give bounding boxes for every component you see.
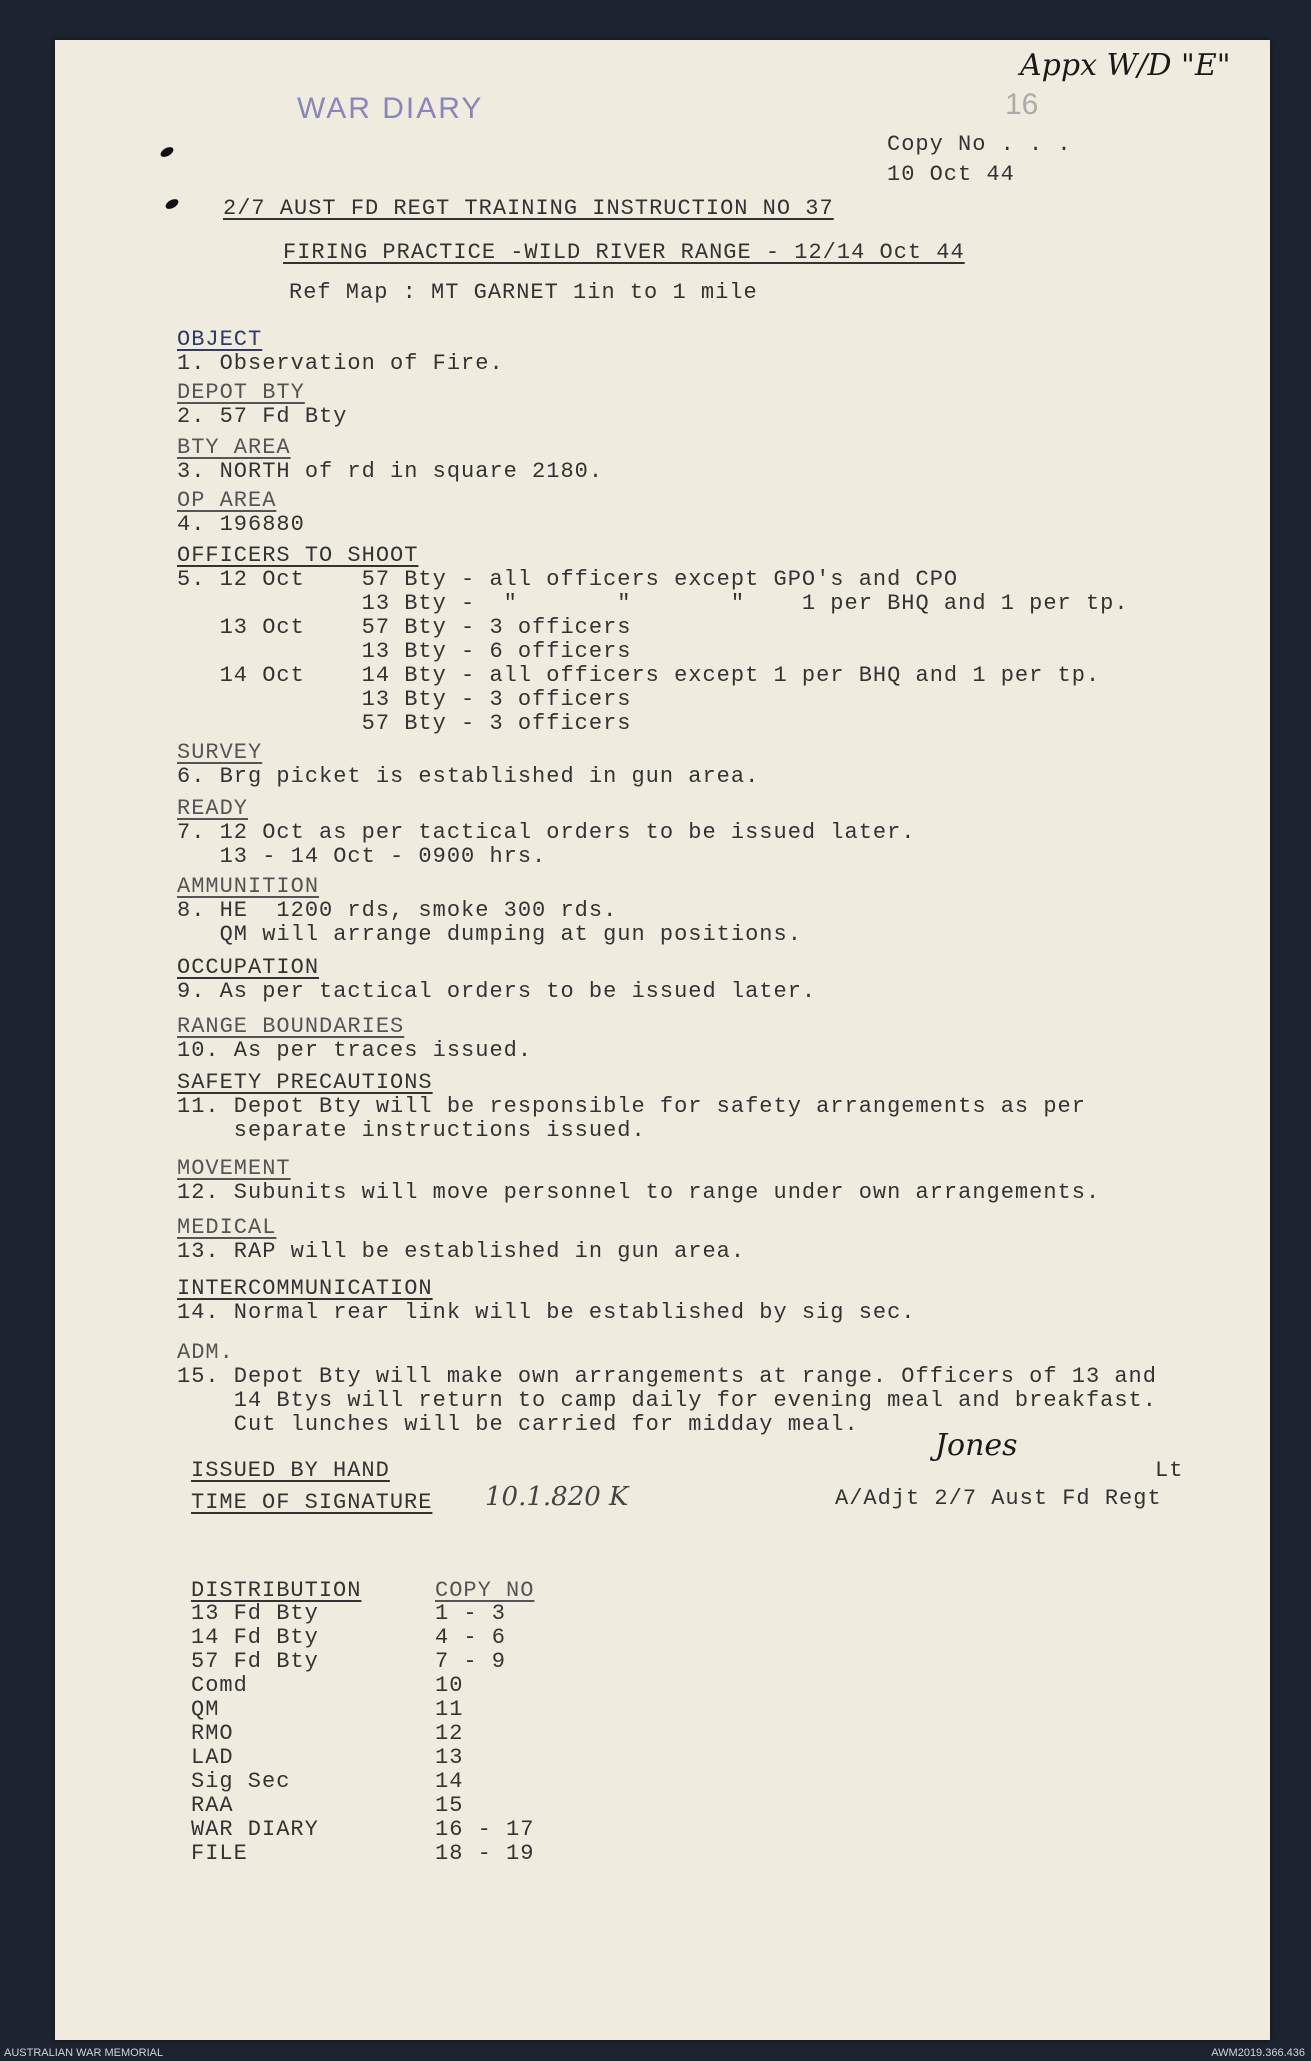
section-text-adm: 15. Depot Bty will make own arrangements at range. Officers of 13 and — [177, 1364, 1157, 1389]
war-diary-stamp: WAR DIARY — [297, 92, 484, 125]
section-heading-op-area: OP AREA — [177, 488, 277, 513]
distribution-copies — [435, 1602, 534, 1866]
page-number: 16 — [1005, 88, 1039, 121]
copy-number: Copy No . . . — [887, 132, 1072, 157]
distribution-unit: QM — [191, 1697, 220, 1722]
section-heading-medical: MEDICAL — [177, 1215, 277, 1240]
distribution-copy: 16 - 17 — [435, 1817, 535, 1842]
distribution-copy: 18 - 19 — [435, 1841, 535, 1866]
section-heading-adm: ADM. — [177, 1340, 234, 1365]
distribution-unit: 14 Fd Bty — [191, 1625, 319, 1650]
distribution-unit: RAA — [191, 1793, 234, 1818]
section-text-ammunition: 8. HE 1200 rds, smoke 300 rds. — [177, 898, 618, 923]
section-text-survey: 6. Brg picket is established in gun area. — [177, 764, 760, 789]
section-text-movement: 12. Subunits will move personnel to range under own arrangements. — [177, 1180, 1101, 1205]
section-heading-bty-area: BTY AREA — [177, 435, 291, 460]
document-subtitle: FIRING PRACTICE -WILD RIVER RANGE - 12/14 Oct 44 — [283, 240, 965, 265]
section-heading-movement: MOVEMENT — [177, 1156, 291, 1181]
officers-line: 13 Bty - 3 officers — [177, 687, 632, 712]
section-heading-ready: READY — [177, 796, 249, 821]
section-heading-occupation: OCCUPATION — [177, 955, 320, 980]
section-text-range-boundaries: 10. As per traces issued. — [177, 1038, 533, 1063]
section-text-safety: 11. Depot Bty will be responsible for safety arrangements as per — [177, 1094, 1086, 1119]
signature-rank: Lt — [1155, 1458, 1184, 1483]
reference-map: Ref Map : MT GARNET 1in to 1 mile — [289, 280, 758, 305]
section-heading-intercommunication: INTERCOMMUNICATION — [177, 1276, 433, 1301]
distribution-unit: RMO — [191, 1721, 234, 1746]
distribution-unit: Sig Sec — [191, 1769, 291, 1794]
section-heading-safety: SAFETY PRECAUTIONS — [177, 1070, 433, 1095]
officers-line: 13 Bty - 6 officers — [177, 639, 632, 664]
signatory: A/Adjt 2/7 Aust Fd Regt — [835, 1486, 1162, 1511]
section-heading-survey: SURVEY — [177, 740, 263, 765]
distribution-copy: 4 - 6 — [435, 1625, 507, 1650]
officers-line: 14 Oct 14 Bty - all officers except 1 per BHQ and 1 per tp. — [177, 663, 1101, 688]
distribution-unit: FILE — [191, 1841, 248, 1866]
section-heading-range-boundaries: RANGE BOUNDARIES — [177, 1014, 405, 1039]
distribution-unit: 13 Fd Bty — [191, 1601, 319, 1626]
time-of-signature-value: 10.1.820 K — [485, 1482, 629, 1512]
section-text-ammunition: QM will arrange dumping at gun positions. — [177, 922, 802, 947]
document-page — [55, 40, 1270, 2040]
document-date: 10 Oct 44 — [887, 162, 1015, 187]
document-title: 2/7 AUST FD REGT TRAINING INSTRUCTION NO 37 — [223, 196, 834, 221]
punch-mark — [164, 197, 180, 211]
officers-line: 57 Bty - 3 officers — [177, 711, 632, 736]
section-text-ready: 13 - 14 Oct - 0900 hrs. — [177, 844, 547, 869]
distribution-copy: 12 — [435, 1721, 464, 1746]
footer-institution: AUSTRALIAN WAR MEMORIAL — [4, 2047, 164, 2059]
officers-line: 13 Bty - " " " 1 per BHQ and 1 per tp. — [177, 591, 1129, 616]
distribution-copy: 7 - 9 — [435, 1649, 507, 1674]
copy-no-header: COPY NO — [435, 1578, 535, 1603]
distribution-unit: WAR DIARY — [191, 1817, 319, 1842]
distribution-copy: 11 — [435, 1697, 464, 1722]
distribution-copy: 13 — [435, 1745, 464, 1770]
section-text-adm: Cut lunches will be carried for midday meal. — [177, 1412, 859, 1437]
distribution-units — [191, 1602, 319, 1866]
section-text-ready: 7. 12 Oct as per tactical orders to be issued later. — [177, 820, 916, 845]
footer-accession-number: AWM2019.366.436 — [1211, 2047, 1305, 2059]
issued-by: ISSUED BY HAND — [191, 1458, 390, 1483]
distribution-unit: LAD — [191, 1745, 234, 1770]
handwritten-signature: Jones — [935, 1428, 1018, 1463]
section-text-intercommunication: 14. Normal rear link will be established by sig sec. — [177, 1300, 916, 1325]
archive-annotation: Appx W/D "E" — [1020, 48, 1231, 83]
distribution-copy: 10 — [435, 1673, 464, 1698]
section-text-safety: separate instructions issued. — [177, 1118, 646, 1143]
section-text-medical: 13. RAP will be established in gun area. — [177, 1239, 746, 1264]
officers-line: 13 Oct 57 Bty - 3 officers — [177, 615, 632, 640]
distribution-header: DISTRIBUTION — [191, 1578, 362, 1603]
section-text-occupation: 9. As per tactical orders to be issued later. — [177, 979, 817, 1004]
section-heading-object: OBJECT — [177, 327, 263, 352]
officers-line: 5. 12 Oct 57 Bty - all officers except GPO's and CPO — [177, 567, 959, 592]
punch-mark — [159, 145, 175, 159]
section-text-object: 1. Observation of Fire. — [177, 351, 504, 376]
distribution-copy: 14 — [435, 1769, 464, 1794]
distribution-unit: Comd — [191, 1673, 248, 1698]
distribution-copy: 1 - 3 — [435, 1601, 507, 1626]
distribution-copy: 15 — [435, 1793, 464, 1818]
section-heading-ammunition: AMMUNITION — [177, 874, 320, 899]
section-text-op-area: 4. 196880 — [177, 512, 305, 537]
section-text-bty-area: 3. NORTH of rd in square 2180. — [177, 459, 604, 484]
section-heading-depot-bty: DEPOT BTY — [177, 380, 305, 405]
time-of-signature-label: TIME OF SIGNATURE — [191, 1490, 433, 1515]
section-text-depot-bty: 2. 57 Fd Bty — [177, 404, 348, 429]
distribution-unit: 57 Fd Bty — [191, 1649, 319, 1674]
section-heading-officers: OFFICERS TO SHOOT — [177, 543, 419, 568]
section-text-adm: 14 Btys will return to camp daily for evening meal and breakfast. — [177, 1388, 1157, 1413]
